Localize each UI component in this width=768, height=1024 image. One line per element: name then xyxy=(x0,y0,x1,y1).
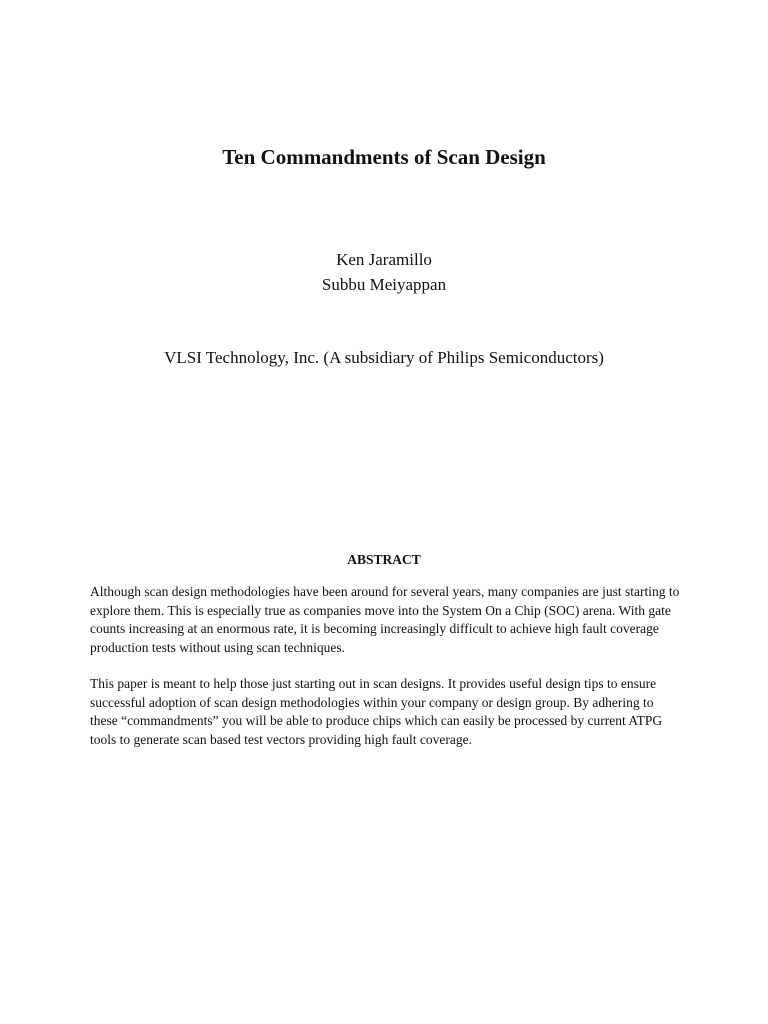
paper-title: Ten Commandments of Scan Design xyxy=(222,145,546,169)
abstract-paragraph: Although scan design methodologies have been around for several years, many companies are just starting to explore them. This is especially true as companies move into the System On a Chip (SOC) arena. With gate counts increasing at an enormous rate, it is becoming increasingly difficult to achieve high fault coverage production tests without using scan techniques. xyxy=(90,584,680,655)
author-name: Ken Jaramillo xyxy=(336,250,432,269)
abstract-paragraph: This paper is meant to help those just starting out in scan designs. It provides useful design tips to ensure successful adoption of scan design methodologies within your company or design group. By adhering to these “commandments” you will be able to produce chips which can easily be processed by current ATPG tools to generate scan based test vectors providing high fault coverage. xyxy=(90,676,663,747)
author-name: Subbu Meiyappan xyxy=(321,275,447,294)
author-affiliation: VLSI Technology, Inc. (A subsidiary of Philips Semiconductors) xyxy=(164,348,604,367)
abstract-heading: ABSTRACT xyxy=(347,552,421,567)
author-list xyxy=(0,247,768,297)
abstract-body xyxy=(90,583,680,767)
